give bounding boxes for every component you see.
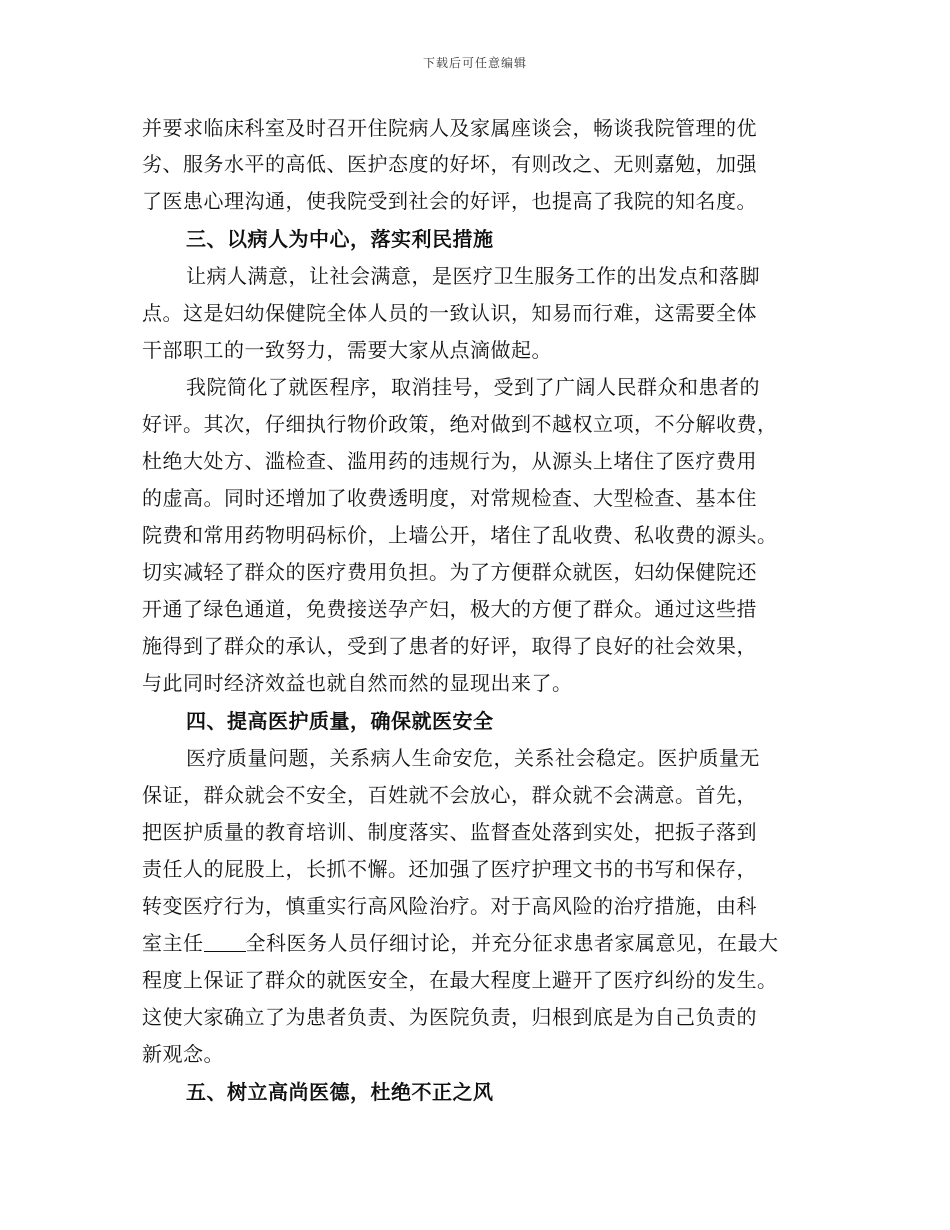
paragraph-line: 与此同时经济效益也就自然而然的显现出来了。 (142, 671, 573, 695)
paragraph-line: 我院简化了就医程序，取消挂号，受到了广阔人民群众和患者的 (186, 375, 760, 399)
page-header-note: 下载后可任意编辑 (422, 56, 527, 70)
paragraph-line: 保证，群众就会不安全，百姓就不会放心，群众就不会满意。首先， (142, 783, 757, 807)
paragraph-line: 把医护质量的教育培训、制度落实、监督查处落到实处，把扳子落到 (142, 820, 757, 844)
line-end: 全科医务人员仔细讨论，并充分征求患者家属意见，在最大 (245, 931, 779, 955)
paragraph-line: 新观念。 (142, 1042, 224, 1066)
paragraph-line: 医疗质量问题，关系病人生命安危，关系社会稳定。医护质量无 (186, 746, 760, 770)
paragraph-line: 好评。其次，仔细执行物价政策，绝对做到不越权立项，不分解收费， (142, 412, 778, 436)
paragraph-line: 这使大家确立了为患者负责、为医院负责，归根到底是为自己负责的 (142, 1005, 757, 1029)
paragraph-line: 施得到了群众的承认，受到了患者的好评，取得了良好的社会效果， (142, 634, 757, 658)
paragraph-line: 责任人的屁股上，长抓不懈。还加强了医疗护理文书的书写和保存， (142, 857, 757, 881)
section-heading-3: 三、以病人为中心，落实利民措施 (186, 227, 494, 251)
line-start: 室主任 (142, 931, 204, 955)
paragraph-line: 了医患心理沟通，使我院受到社会的好评，也提高了我院的知名度。 (142, 189, 757, 213)
paragraph-line: 的虚高。同时还增加了收费透明度，对常规检查、大型检查、基本住 (142, 486, 757, 510)
paragraph-line: 干部职工的一致努力，需要大家从点滴做起。 (142, 338, 552, 362)
paragraph-line: 并要求临床科室及时召开住院病人及家属座谈会，畅谈我院管理的优 (142, 116, 757, 140)
paragraph-line: 程度上保证了群众的就医安全，在最大程度上避开了医疗纠纷的发生。 (142, 968, 778, 992)
paragraph-line: 劣、服务水平的高低、医护态度的好坏，有则改之、无则嘉勉，加强 (142, 152, 757, 176)
paragraph-line: 开通了绿色通道，免费接送孕产妇，极大的方便了群众。通过这些措 (142, 597, 757, 621)
paragraph-line: 转变医疗行为，慎重实行高风险治疗。对于高风险的治疗措施，由科 (142, 894, 757, 918)
paragraph-line: 点。这是妇幼保健院全体人员的一致认识，知易而行难，这需要全体 (142, 301, 757, 325)
paragraph-line-with-blank (142, 929, 779, 957)
paragraph-line: 杜绝大处方、滥检查、滥用药的违规行为，从源头上堵住了医疗费用 (142, 449, 757, 473)
fill-blank (204, 933, 246, 952)
section-heading-5: 五、树立高尚医德，杜绝不正之风 (186, 1080, 494, 1104)
paragraph-line: 切实减轻了群众的医疗费用负担。为了方便群众就医，妇幼保健院还 (142, 560, 757, 584)
paragraph-line: 让病人满意，让社会满意，是医疗卫生服务工作的出发点和落脚 (186, 264, 760, 288)
paragraph-line: 院费和常用药物明码标价，上墙公开，堵住了乱收费、私收费的源头。 (142, 523, 778, 547)
section-heading-4: 四、提高医护质量，确保就医安全 (186, 709, 494, 733)
